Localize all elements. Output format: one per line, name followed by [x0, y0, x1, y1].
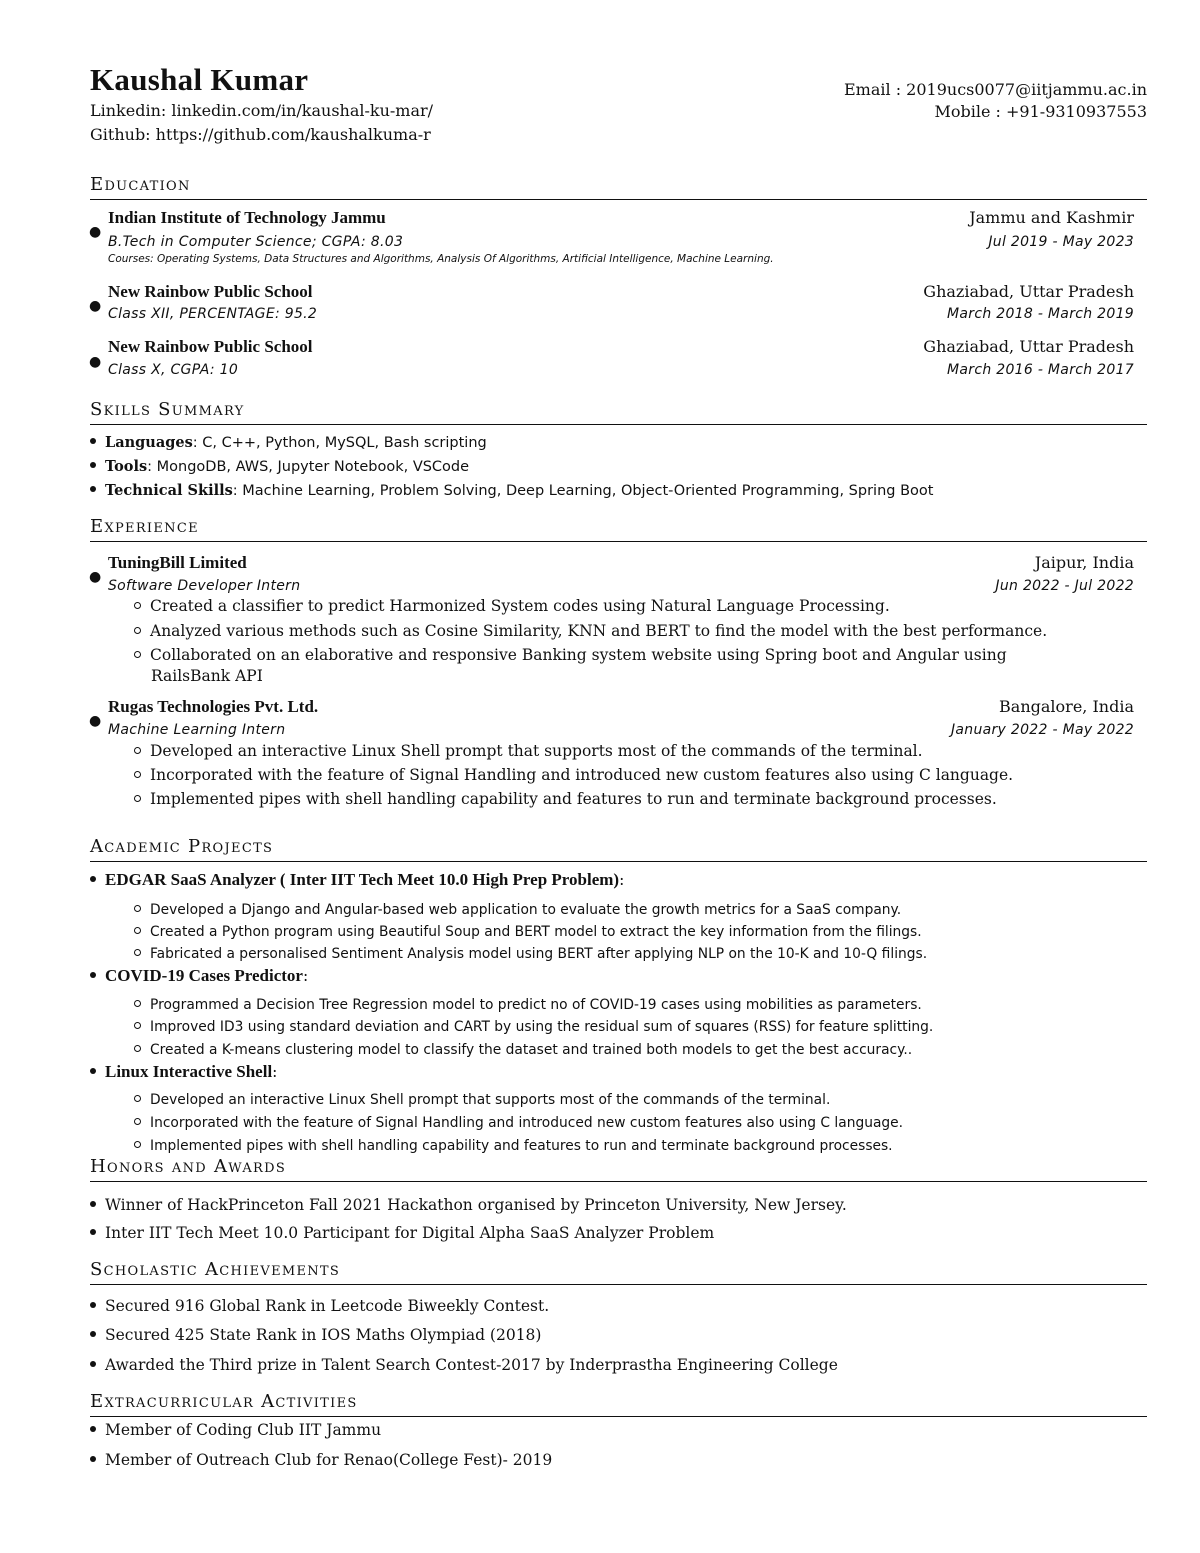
- bullet-icon: [90, 1361, 96, 1367]
- project-bullet: [134, 1042, 912, 1058]
- skill-label: Languages: [105, 434, 193, 451]
- circle-bullet-icon: [134, 602, 141, 609]
- project-bullet: [134, 1138, 893, 1154]
- project-colon: :: [302, 967, 309, 985]
- job-location: Bangalore, India: [999, 697, 1134, 716]
- bullet-icon: [90, 1456, 96, 1462]
- circle-bullet-icon: [134, 1000, 141, 1007]
- bullet-icon: [90, 486, 96, 492]
- education-location: Ghaziabad, Uttar Pradesh: [923, 337, 1134, 356]
- project-name: EDGAR SaaS Analyzer ( Inter IIT Tech Meet 10.0 High Prep Problem): [105, 870, 620, 889]
- candidate-name: Kaushal Kumar: [90, 62, 309, 97]
- project-bullet-text: Developed an interactive Linux Shell prompt that supports most of the commands of the terminal.: [150, 1092, 831, 1108]
- education-degree: Class XII, PERCENTAGE: 95.2: [108, 306, 318, 322]
- circle-bullet-icon: [134, 1045, 141, 1052]
- bullet-icon: [90, 972, 96, 978]
- achievement-item: [90, 1356, 838, 1374]
- education-degree: Class X, CGPA: 10: [108, 362, 239, 378]
- project-name: COVID-19 Cases Predictor: [105, 966, 303, 985]
- section-skills-title: Skills Summary: [90, 399, 1147, 425]
- circle-bullet-icon: [134, 905, 141, 912]
- circle-bullet-icon: [134, 627, 141, 634]
- bullet-icon: ●: [89, 713, 102, 729]
- project-title: [90, 870, 624, 890]
- project-colon: :: [619, 871, 625, 889]
- section-education-title: Education: [90, 174, 1147, 200]
- job-bullet: [134, 622, 1047, 640]
- education-courses: Courses: Operating Systems, Data Structures and Algorithms, Analysis Of Algorithms, Artificial Intelligence, Machine Learning.: [108, 253, 774, 265]
- project-bullet-text: Created a Python program using Beautiful Soup and BERT model to extract the key information from the filings.: [150, 924, 922, 940]
- bullet-icon: [90, 1331, 96, 1337]
- skill-row: [90, 434, 487, 451]
- bullet-icon: [90, 1302, 96, 1308]
- skill-row: [90, 482, 933, 499]
- circle-bullet-icon: [134, 949, 141, 956]
- section-extracurricular-title: Extracurricular Activities: [90, 1391, 1147, 1417]
- job-bullet-text: Analyzed various methods such as Cosine Similarity, KNN and BERT to find the model with the best performance.: [150, 622, 1048, 640]
- github-link[interactable]: Github: https://github.com/kaushalkuma-r: [90, 125, 431, 144]
- job-bullet: [134, 646, 1007, 664]
- bullet-icon: [90, 1426, 96, 1432]
- project-title: [90, 966, 308, 986]
- project-bullet: [134, 924, 922, 940]
- circle-bullet-icon: [134, 771, 141, 778]
- bullet-icon: [90, 1068, 96, 1074]
- skill-label: Technical Skills: [105, 482, 233, 499]
- project-bullet-text: Created a K-means clustering model to classify the dataset and trained both models to get the best accuracy..: [150, 1042, 913, 1058]
- project-bullet-text: Implemented pipes with shell handling capability and features to run and terminate background processes.: [150, 1138, 893, 1154]
- job-company: TuningBill Limited: [108, 553, 247, 572]
- honor-text: Inter IIT Tech Meet 10.0 Participant for Digital Alpha SaaS Analyzer Problem: [105, 1224, 715, 1242]
- project-bullet-text: Programmed a Decision Tree Regression model to predict no of COVID-19 cases using mobilities as parameters.: [150, 997, 922, 1013]
- job-location: Jaipur, India: [1034, 553, 1134, 572]
- section-projects-title: Academic Projects: [90, 836, 1147, 862]
- job-dates: January 2022 - May 2022: [950, 722, 1134, 738]
- project-bullet-text: Improved ID3 using standard deviation and CART by using the residual sum of squares (RSS) for feature splitting.: [150, 1019, 934, 1035]
- activity-item: [90, 1421, 381, 1439]
- project-bullet: [134, 997, 922, 1013]
- skill-row: [90, 458, 469, 475]
- job-bullet-text: Created a classifier to predict Harmonized System codes using Natural Language Processing.: [150, 597, 890, 615]
- achievement-text: Awarded the Third prize in Talent Search Contest-2017 by Inderprastha Engineering College: [105, 1356, 838, 1374]
- circle-bullet-icon: [134, 1118, 141, 1125]
- achievement-item: [90, 1326, 541, 1344]
- project-bullet: [134, 1115, 903, 1131]
- achievement-item: [90, 1297, 549, 1315]
- circle-bullet-icon: [134, 747, 141, 754]
- email-link[interactable]: Email : 2019ucs0077@iitjammu.ac.in: [843, 80, 1147, 99]
- job-dates: Jun 2022 - Jul 2022: [995, 578, 1134, 594]
- bullet-icon: ●: [89, 354, 102, 370]
- project-bullet: [134, 946, 927, 962]
- bullet-icon: [90, 438, 96, 444]
- project-title: [90, 1062, 277, 1082]
- honor-item: [90, 1224, 714, 1242]
- circle-bullet-icon: [134, 651, 141, 658]
- job-bullet-text: Implemented pipes with shell handling capability and features to run and terminate background processes.: [150, 790, 997, 808]
- project-bullet: [134, 1092, 830, 1108]
- job-bullet: [134, 742, 923, 760]
- achievement-text: Secured 425 State Rank in IOS Maths Olympiad (2018): [105, 1326, 542, 1344]
- education-school: New Rainbow Public School: [108, 282, 313, 301]
- bullet-icon: ●: [89, 298, 102, 314]
- education-school: Indian Institute of Technology Jammu: [108, 208, 386, 227]
- job-bullet-text: Incorporated with the feature of Signal Handling and introduced new custom features also using C language.: [150, 766, 1014, 784]
- circle-bullet-icon: [134, 1095, 141, 1102]
- activity-text: Member of Coding Club IIT Jammu: [105, 1421, 382, 1439]
- job-bullet-text: Developed an interactive Linux Shell prompt that supports most of the commands of the terminal.: [150, 742, 923, 760]
- mobile-number: Mobile : +91-9310937553: [934, 102, 1147, 121]
- education-location: Ghaziabad, Uttar Pradesh: [923, 282, 1134, 301]
- job-role: Software Developer Intern: [108, 578, 301, 594]
- bullet-icon: ●: [89, 224, 102, 240]
- circle-bullet-icon: [134, 927, 141, 934]
- job-bullet-continuation: RailsBank API: [151, 667, 263, 685]
- bullet-icon: [90, 1201, 96, 1207]
- circle-bullet-icon: [134, 795, 141, 802]
- project-bullet-text: Developed a Django and Angular-based web application to evaluate the growth metrics for a SaaS company.: [150, 902, 902, 918]
- skill-value: : MongoDB, AWS, Jupyter Notebook, VSCode: [147, 459, 470, 475]
- section-experience-title: Experience: [90, 516, 1147, 542]
- bullet-icon: [90, 462, 96, 468]
- job-bullet-text: Collaborated on an elaborative and responsive Banking system website using Spring boot and Angular using: [150, 646, 1007, 664]
- education-degree: B.Tech in Computer Science; CGPA: 8.03: [108, 234, 404, 250]
- linkedin-link[interactable]: Linkedin: linkedin.com/in/kaushal-ku-mar/: [90, 101, 434, 120]
- education-school: New Rainbow Public School: [108, 337, 313, 356]
- job-company: Rugas Technologies Pvt. Ltd.: [108, 697, 319, 716]
- section-scholastic-title: Scholastic Achievements: [90, 1259, 1147, 1285]
- job-bullet: [134, 766, 1013, 784]
- honor-item: [90, 1196, 847, 1214]
- skill-label: Tools: [105, 458, 148, 475]
- education-dates: March 2018 - March 2019: [947, 306, 1134, 322]
- job-role: Machine Learning Intern: [108, 722, 286, 738]
- activity-text: Member of Outreach Club for Renao(College Fest)- 2019: [105, 1451, 553, 1469]
- education-dates: March 2016 - March 2017: [947, 362, 1134, 378]
- project-colon: :: [272, 1063, 278, 1081]
- education-location: Jammu and Kashmir: [969, 208, 1134, 227]
- circle-bullet-icon: [134, 1141, 141, 1148]
- skill-value: : Machine Learning, Problem Solving, Deep Learning, Object-Oriented Programming, Spring Boot: [232, 483, 934, 499]
- project-bullet: [134, 1019, 933, 1035]
- project-bullet-text: Fabricated a personalised Sentiment Analysis model using BERT after applying NLP on the 10-K and 10-Q filings.: [150, 946, 928, 962]
- project-bullet-text: Incorporated with the feature of Signal Handling and introduced new custom features also using C language.: [150, 1115, 904, 1131]
- circle-bullet-icon: [134, 1022, 141, 1029]
- project-name: Linux Interactive Shell: [105, 1062, 273, 1081]
- bullet-icon: [90, 876, 96, 882]
- achievement-text: Secured 916 Global Rank in Leetcode Biweekly Contest.: [105, 1297, 550, 1315]
- bullet-icon: ●: [89, 569, 102, 585]
- activity-item: [90, 1451, 552, 1469]
- job-bullet: [134, 597, 890, 615]
- section-honors-title: Honors and Awards: [90, 1156, 1147, 1182]
- bullet-icon: [90, 1229, 96, 1235]
- education-dates: Jul 2019 - May 2023: [988, 234, 1134, 250]
- project-bullet: [134, 902, 901, 918]
- skill-value: : C, C++, Python, MySQL, Bash scripting: [192, 435, 487, 451]
- job-bullet: [134, 790, 997, 808]
- honor-text: Winner of HackPrinceton Fall 2021 Hackathon organised by Princeton University, New Jersey.: [105, 1196, 847, 1214]
